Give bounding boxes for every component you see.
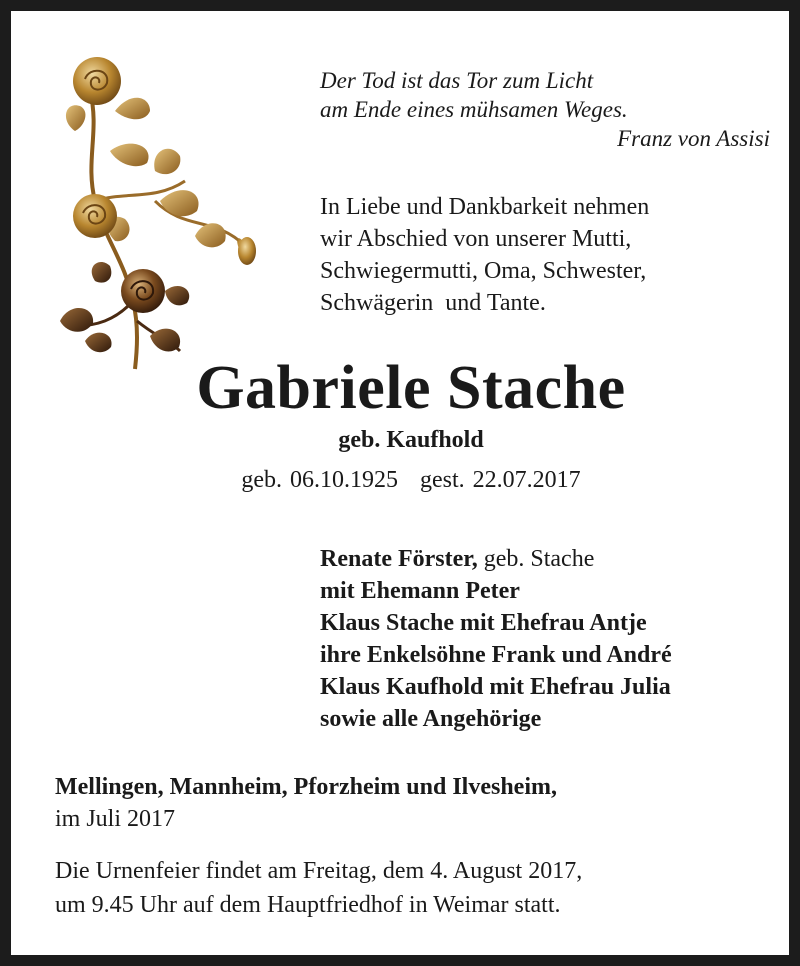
maiden-name: geb. Kaufhold — [338, 427, 484, 453]
mourner-line — [320, 543, 790, 575]
farewell-line: In Liebe und Dankbarkeit nehmen — [320, 194, 650, 220]
farewell-line: Schwägerin und Tante. — [320, 290, 546, 316]
mourner-line: ihre Enkelsöhne Frank und André — [320, 642, 672, 668]
farewell-text — [320, 191, 780, 319]
mourners-list — [320, 543, 790, 735]
mourner-line: Klaus Stache mit Ehefrau Antje — [320, 610, 647, 636]
birth-date: geb. 06.10.1925 — [241, 467, 398, 493]
ceremony-line: Die Urnenfeier findet am Freitag, dem 4. August 2017, — [55, 858, 583, 884]
towns: Mellingen, Mannheim, Pforzheim und Ilvesheim, — [55, 774, 557, 800]
ceremony-info — [55, 854, 775, 922]
quote-line: Der Tod ist das Tor zum Licht — [320, 68, 594, 93]
rose-branch-icon — [55, 51, 260, 371]
epigraph-quote — [320, 66, 770, 153]
places-and-date — [55, 771, 775, 835]
ceremony-line: um 9.45 Uhr auf dem Hauptfriedhof in Weimar statt. — [55, 892, 561, 918]
mourner-line: mit Ehemann Peter — [320, 578, 520, 604]
death-date: gest. 22.07.2017 — [419, 467, 581, 493]
mourner-name: Renate Förster, — [320, 546, 478, 572]
farewell-line: wir Abschied von unserer Mutti, — [320, 226, 632, 252]
mourner-line: sowie alle Angehörige — [320, 706, 542, 732]
mourner-nee: geb. Stache — [477, 546, 595, 572]
deceased-name: Gabriele Stache — [196, 354, 626, 422]
quote-author: Franz von Assisi — [617, 126, 770, 151]
notice-date: im Juli 2017 — [55, 806, 176, 832]
mourner-line: Klaus Kaufhold mit Ehefrau Julia — [320, 674, 671, 700]
life-dates — [11, 463, 800, 497]
quote-line: am Ende eines mühsamen Weges. — [320, 97, 628, 122]
farewell-line: Schwiegermutti, Oma, Schwester, — [320, 258, 647, 284]
